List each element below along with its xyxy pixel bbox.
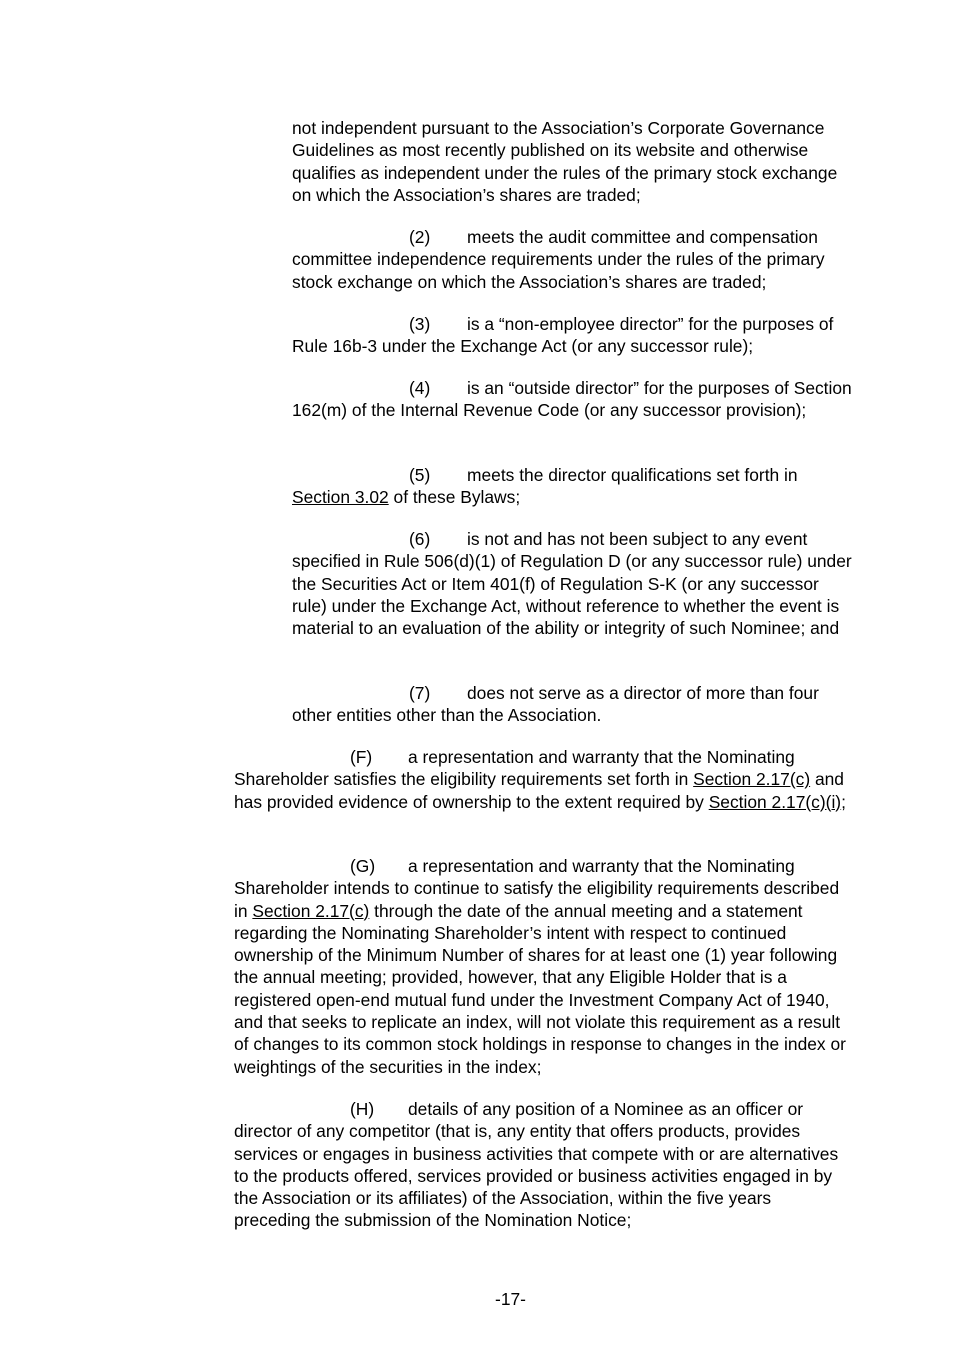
paragraph-item-g (234, 855, 852, 1078)
item-marker: (2) (409, 227, 431, 247)
paragraph-item-7 (292, 682, 852, 727)
paragraph-text: ; (841, 791, 846, 812)
paragraph-text: of these Bylaws; (388, 487, 521, 508)
paragraph-text: meets the audit committee and compensation committee independence requirements under the rules of the primary stock exchange on which the Association’s shares are traded; (292, 227, 825, 292)
paragraph-item-h (234, 1098, 852, 1232)
paragraph-continuation (292, 117, 852, 206)
item-marker: (4) (409, 378, 431, 398)
section-reference-link[interactable]: Section 2.17(c) (252, 900, 370, 921)
paragraph-item-2 (292, 226, 852, 293)
paragraph-text: a representation and warranty that the Nominating Shareholder intends to continue to satisfy the eligibility requirements described in (234, 856, 840, 921)
item-marker: (5) (409, 465, 431, 485)
paragraph-text: not independent pursuant to the Association’s Corporate Governance Guidelines as most recently published on its website and otherwise qualifies as independent under the rules of the primary stock exchange on which the Association’s shares are traded; (292, 118, 838, 205)
paragraph-item-6 (292, 528, 852, 639)
item-marker: (3) (409, 314, 431, 334)
item-marker: (H) (350, 1099, 375, 1119)
paragraph-text: details of any position of a Nominee as an officer or director of any competitor (that is, any entity that offers products, provides services or engages in business activities that compete with or are alternatives to the products offered, services provided or business activities engaged in by the Association or its affiliates) of the Association, within the five years preceding the submission of the Nomination Notice; (234, 1099, 839, 1231)
section-reference-link[interactable]: Section 2.17(c) (693, 769, 811, 790)
paragraph-item-3 (292, 313, 852, 358)
item-marker: (F) (350, 747, 373, 767)
item-marker: (G) (350, 856, 376, 876)
paragraph-text: is a “non-employee director” for the purposes of Rule 16b-3 under the Exchange Act (or any successor rule); (292, 314, 834, 357)
paragraph-item-4 (292, 377, 852, 422)
section-reference-link[interactable]: Section 2.17(c)(i) (708, 791, 842, 812)
paragraph-text: does not serve as a director of more than four other entities other than the Association. (292, 683, 819, 726)
item-marker: (7) (409, 683, 431, 703)
paragraph-text: is an “outside director” for the purposes of Section 162(m) of the Internal Revenue Code (or any successor provision); (292, 378, 852, 421)
paragraph-text: meets the director qualifications set forth in (467, 465, 798, 485)
paragraph-text: and has provided evidence of ownership to the extent required by (234, 769, 844, 812)
paragraph-text: is not and has not been subject to any event specified in Rule 506(d)(1) of Regulation D (or any successor rule) under the Securities Act or Item 401(f) of Regulation S-K (or any successor rule) under the Exchange Act, without reference to whether the event is material to an evaluation of the ability or integrity of such Nominee; and (292, 529, 852, 639)
page-number: -17- (495, 1289, 526, 1309)
paragraph-text: a representation and warranty that the Nominating Shareholder satisfies the eligibility requirements set forth in (234, 747, 795, 790)
section-reference-link[interactable]: Section 3.02 (292, 487, 389, 508)
paragraph-text: through the date of the annual meeting and a statement regarding the Nominating Shareholder’s intent with respect to continued ownership of the Minimum Number of shares for at least one (1) year following the annual meeting; provided, however, that any Eligible Holder that is a registered open-end mutual fund under the Investment Company Act of 1940, and that seeks to replicate an index, will not violate this requirement as a result of changes to its common stock holdings in response to changes in the index or weightings of the securities in the index; (234, 900, 846, 1077)
paragraph-item-5 (292, 464, 852, 509)
paragraph-item-f (234, 746, 852, 813)
item-marker: (6) (409, 529, 431, 549)
